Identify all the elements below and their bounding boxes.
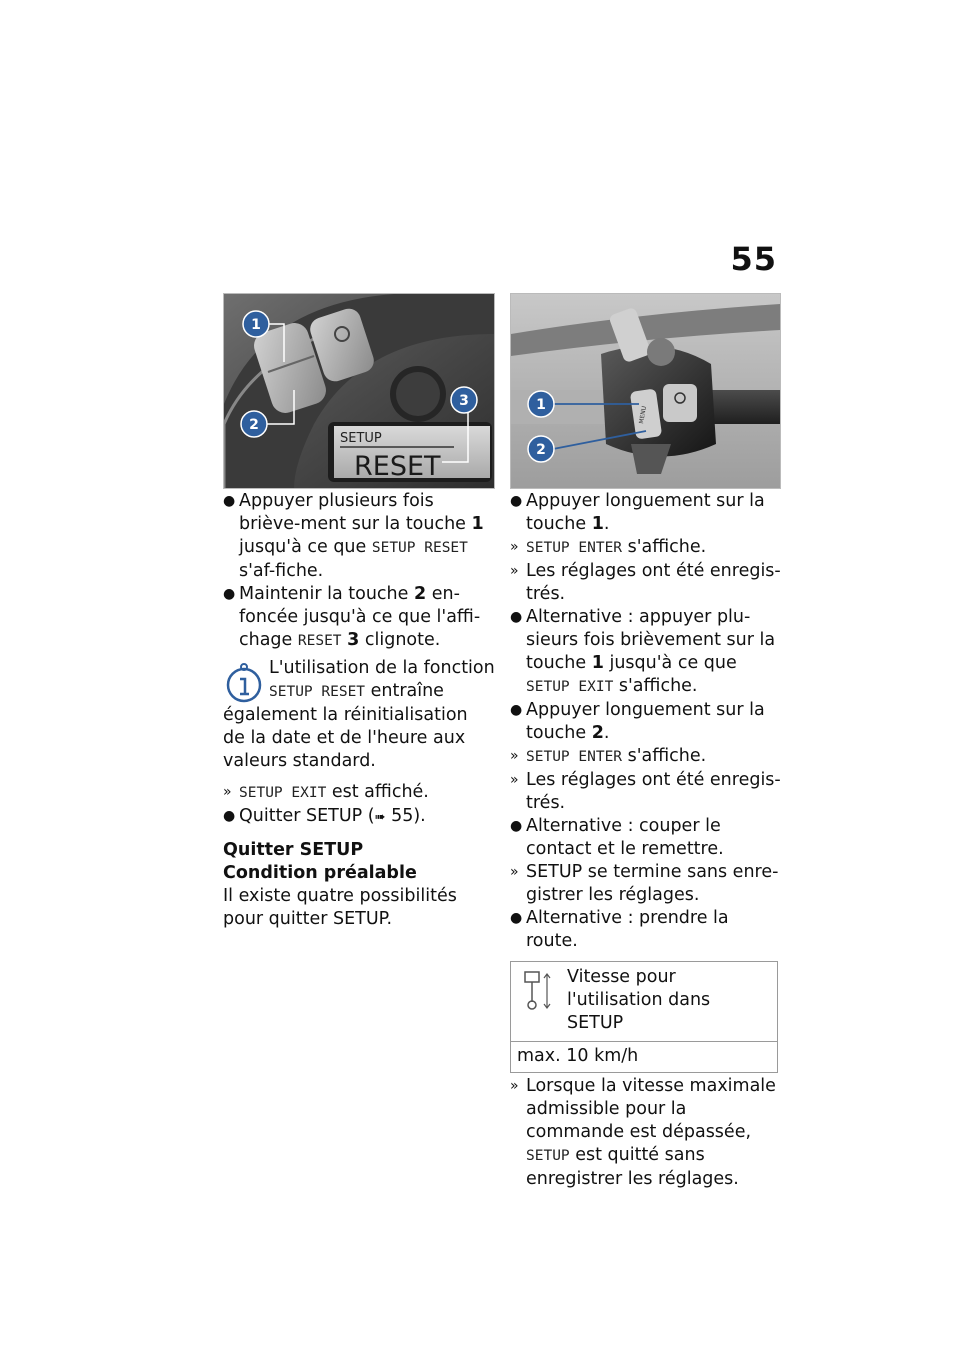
intro-paragraph: Il existe quatre possibilités pour quitter SETUP. (223, 886, 457, 929)
bullet-icon: ● (223, 586, 236, 602)
svg-text:1: 1 (536, 397, 546, 413)
svg-text:2: 2 (249, 417, 259, 433)
bullet-icon: ● (510, 609, 523, 625)
result-arrow-icon: » (510, 864, 518, 880)
result-arrow-icon: » (223, 784, 231, 800)
step-alt-press-1: ● Alternative : appuyer plu-sieurs fois brièvement sur la touche 1 jusqu'à ce que SETUP EXIT s'affiche. (510, 607, 776, 696)
svg-text:1: 1 (251, 317, 261, 333)
callout-3 (451, 387, 477, 413)
result-speed-exceeded: » Lorsque la vitesse maximale admissible pour la commande est dépassée, SETUP est quitté sans enregistrer les réglages. (510, 1076, 776, 1189)
result-saved-2: » Les réglages ont été enregis-trés. (510, 770, 781, 813)
result-arrow-icon: » (510, 1078, 518, 1094)
info-icon (225, 659, 263, 703)
section-heading: Quitter SETUP (223, 840, 364, 860)
left-column (223, 490, 495, 931)
bullet-icon: ● (510, 493, 523, 509)
result-arrow-icon: » (510, 539, 518, 555)
result-arrow-icon: » (510, 563, 518, 579)
spec-label: Vitesse pour l'utilisation dans SETUP (567, 967, 711, 1033)
step-long-press-2: ● Appuyer longuement sur la touche 2. (510, 700, 765, 743)
page-reference-arrow-icon: ➠ (374, 810, 386, 825)
callout-1 (528, 391, 554, 417)
spec-value: max. 10 km/h (517, 1046, 639, 1066)
step-alt-ignition: ● Alternative : couper le contact et le remettre. (510, 816, 724, 859)
result-no-save: » SETUP se termine sans enre-gistrer les réglages. (510, 862, 779, 905)
bullet-icon: ● (223, 493, 236, 509)
step-quit-setup: ● Quitter SETUP (➠ 55). (223, 806, 426, 826)
bullet-icon: ● (510, 910, 523, 926)
step-hold-button-2: ● Maintenir la touche 2 en-foncée jusqu'à ce que l'affi-chage RESET 3 clignote. (223, 584, 481, 650)
result-setup-enter-2: » SETUP ENTER s'affiche. (510, 746, 707, 766)
result-arrow-icon: » (510, 748, 518, 764)
step-alt-ride: ● Alternative : prendre la route. (510, 908, 729, 951)
page-number: 55 (730, 240, 777, 278)
callout-1 (243, 311, 269, 337)
step-long-press-1: ● Appuyer longuement sur la touche 1. (510, 491, 765, 534)
result-setup-enter: » SETUP ENTER s'affiche. (510, 537, 707, 557)
speed-spec-table (510, 961, 778, 1073)
display-small-text: SETUP (340, 431, 382, 446)
result-saved: » Les réglages ont été enregis-trés. (510, 561, 781, 604)
svg-text:2: 2 (536, 442, 546, 458)
right-column (510, 490, 782, 1191)
result-arrow-icon: » (510, 772, 518, 788)
info-note: L'utilisation de la fonction SETUP RESET entraîne également la réinitialisation de la date et de l'heure aux valeurs standard. (223, 658, 495, 771)
result-setup-exit: » SETUP EXIT est affiché. (223, 782, 429, 802)
bullet-icon: ● (510, 702, 523, 718)
menu-rocker-label: MENU (638, 405, 649, 425)
prerequisite-heading: Condition préalable (223, 863, 417, 883)
callout-2 (241, 411, 267, 437)
speedometer-icon (521, 968, 557, 1012)
svg-text:3: 3 (459, 393, 469, 409)
bullet-icon: ● (510, 818, 523, 834)
handlebar-switch-photo (510, 293, 781, 489)
display-large-text: RESET (354, 451, 441, 482)
step-press-menu-briefly: ● Appuyer plusieurs fois briève-ment sur la touche 1 jusqu'à ce que SETUP RESET s'af-fiche. (223, 491, 484, 581)
bullet-icon: ● (223, 808, 236, 824)
callout-2 (528, 436, 554, 462)
instrument-display-photo (223, 293, 495, 489)
page-reference-link[interactable]: 55 (391, 806, 414, 826)
